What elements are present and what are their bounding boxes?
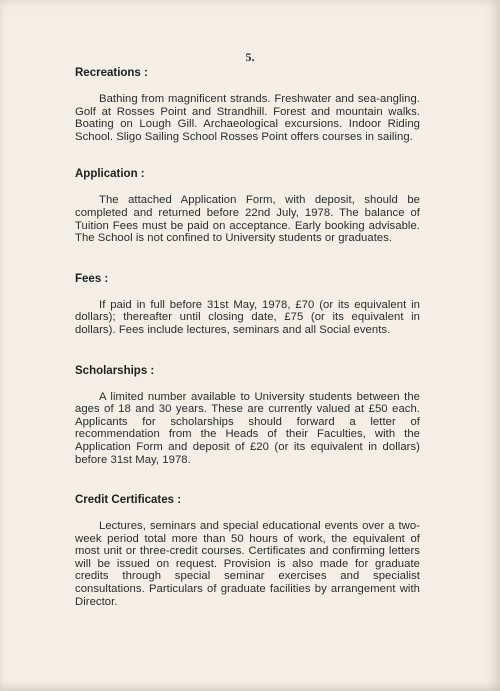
- page-number: 5.: [245, 50, 255, 64]
- section-fees: [75, 272, 420, 337]
- section-heading: Scholarships :: [75, 364, 155, 377]
- section-body: Bathing from magnificent strands. Freshwater and sea-angling. Golf at Rosses Point and Strandhill. Forest and mountain walks. Boating on Lough Gill. Archaeological excursions. Indoor Riding School. Sligo Sailing School Rosses Point offers courses in sailing.: [75, 93, 420, 143]
- section-heading: Fees :: [75, 272, 109, 285]
- section-heading: Recreations :: [75, 67, 148, 79]
- section-credit-certificates: [75, 493, 420, 608]
- section-heading: Application :: [75, 168, 145, 181]
- section-body: The attached Application Form, with deposit, should be completed and returned before 22nd July, 1978. The balance of Tuition Fees must be paid on acceptance. Early booking advisable. The School is not confined to University students or graduates.: [75, 194, 420, 245]
- page-content: [75, 66, 420, 608]
- section-body: If paid in full before 31st May, 1978, £70 (or its equivalent in dollars); thereafter until closing date, £75 (or its equivalent in dollars). Fees include lectures, seminars and all Social events.: [75, 298, 420, 336]
- section-body: A limited number available to University students between the ages of 18 and 30 years. These are currently valued at £50 each. Applicants for scholarships should forward a letter of recommendation from the Heads of their Faculties, with the Application Form and deposit of £20 (or its equivalent in dollars) before 31st May, 1978.: [75, 390, 420, 466]
- section-recreations: [75, 66, 420, 143]
- section-scholarships: [75, 364, 420, 467]
- section-application: [75, 167, 420, 244]
- section-heading: Credit Certificates :: [75, 494, 182, 507]
- section-body: Lectures, seminars and special educational events over a two-week period total more than 50 hours of work, the equivalent of most unit or three-credit courses. Certificates and confirming letters will be issued on request. Provision is also made for graduate credits through special seminar exercises and specialist consultations. Particulars of graduate facilities by arrangement with Director.: [75, 520, 420, 608]
